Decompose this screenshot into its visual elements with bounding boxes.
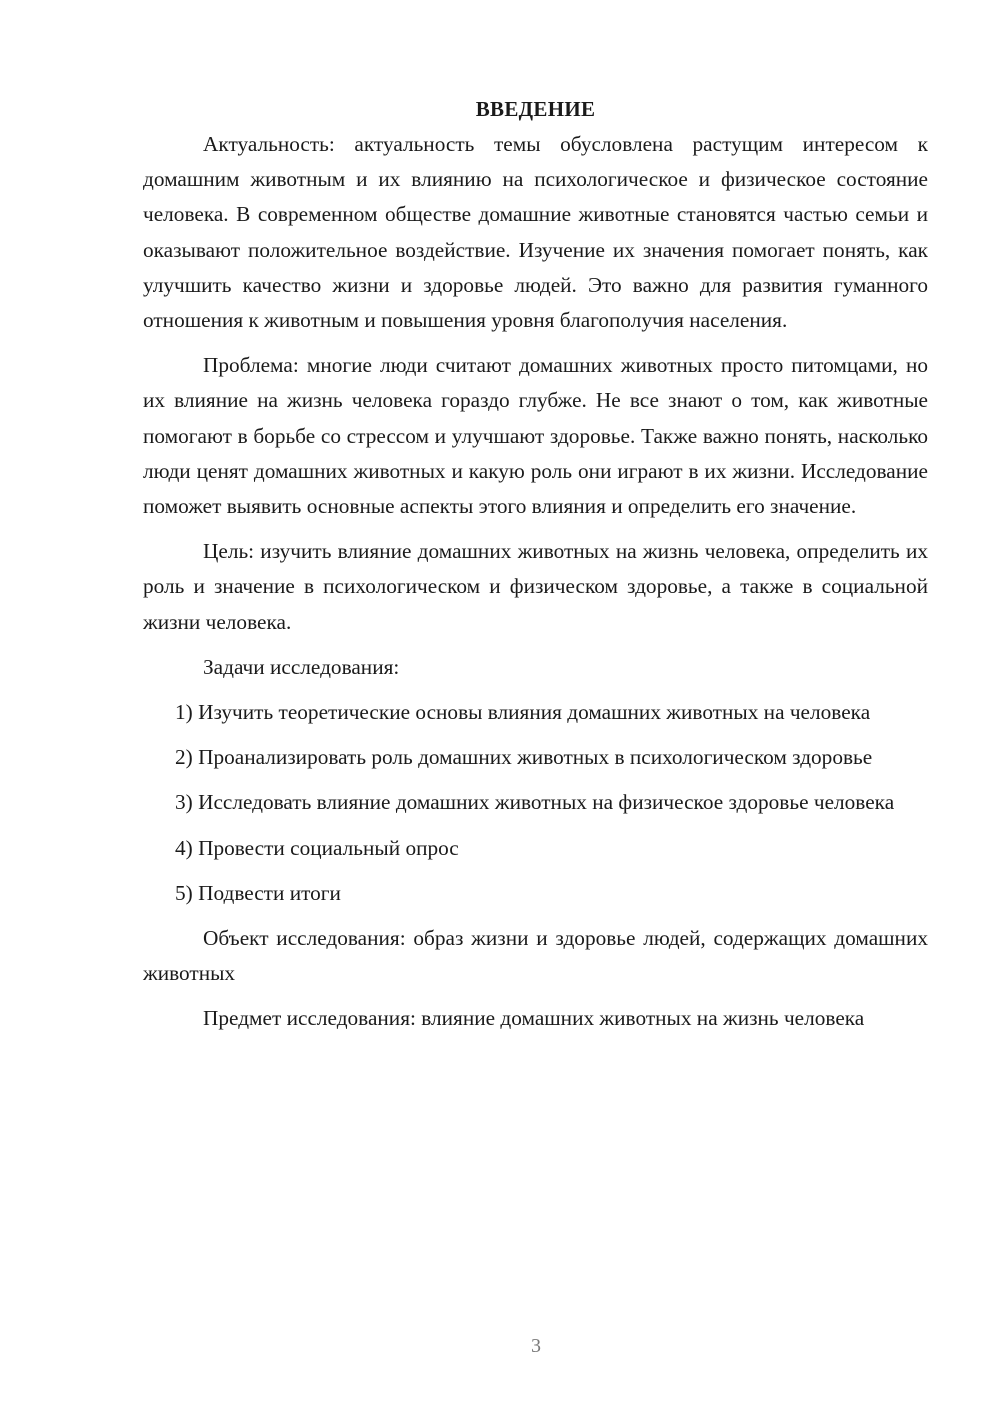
list-item: 2) Проанализировать роль домашних животных в психологическом здоровье <box>175 745 873 770</box>
paragraph-relevance: Актуальность: актуальность темы обусловлена растущим интересом к домашним животным и их влиянию на психологическое и физическое состояние человека. В современном обществе домашние животные становятся частью семьи и оказывают положительное воздействие. Изучение их значения помогает понять, как улучшить качество жизни и здоровье людей. Это важно для развития гуманного отношения к животным и повышения уровня благополучия населения. <box>143 132 928 333</box>
tasks-list <box>143 695 928 911</box>
paragraph-goal: Цель: изучить влияние домашних животных на жизнь человека, определить их роль и значение в психологическом и физическом здоровье, а также в социальной жизни человека. <box>143 539 928 634</box>
paragraph-problem: Проблема: многие люди считают домашних животных просто питомцами, но их влияние на жизнь человека гораздо глубже. Не все знают о том, как животные помогают в борьбе со стрессом и улучшают здоровье. Также важно понять, насколько люди ценят домашних животных и какую роль они играют в их жизни. Исследование поможет выявить основные аспекты этого влияния и определить его значение. <box>143 353 928 519</box>
paragraph-subject: Предмет исследования: влияние домашних животных на жизнь человека <box>203 1006 865 1031</box>
paragraph-object: Объект исследования: образ жизни и здоровье людей, содержащих домашних животных <box>143 926 928 986</box>
section-heading: ВВЕДЕНИЕ <box>475 97 596 121</box>
list-item: 3) Исследовать влияние домашних животных на физическое здоровье человека <box>175 790 895 815</box>
list-item: 1) Изучить теоретические основы влияния домашних животных на человека <box>175 700 871 725</box>
page-content <box>143 92 928 1047</box>
list-item: 4) Провести социальный опрос <box>175 835 459 860</box>
paragraph-tasks-intro: Задачи исследования: <box>203 654 400 679</box>
page-number: 3 <box>531 1335 541 1357</box>
list-item: 5) Подвести итоги <box>175 880 341 905</box>
